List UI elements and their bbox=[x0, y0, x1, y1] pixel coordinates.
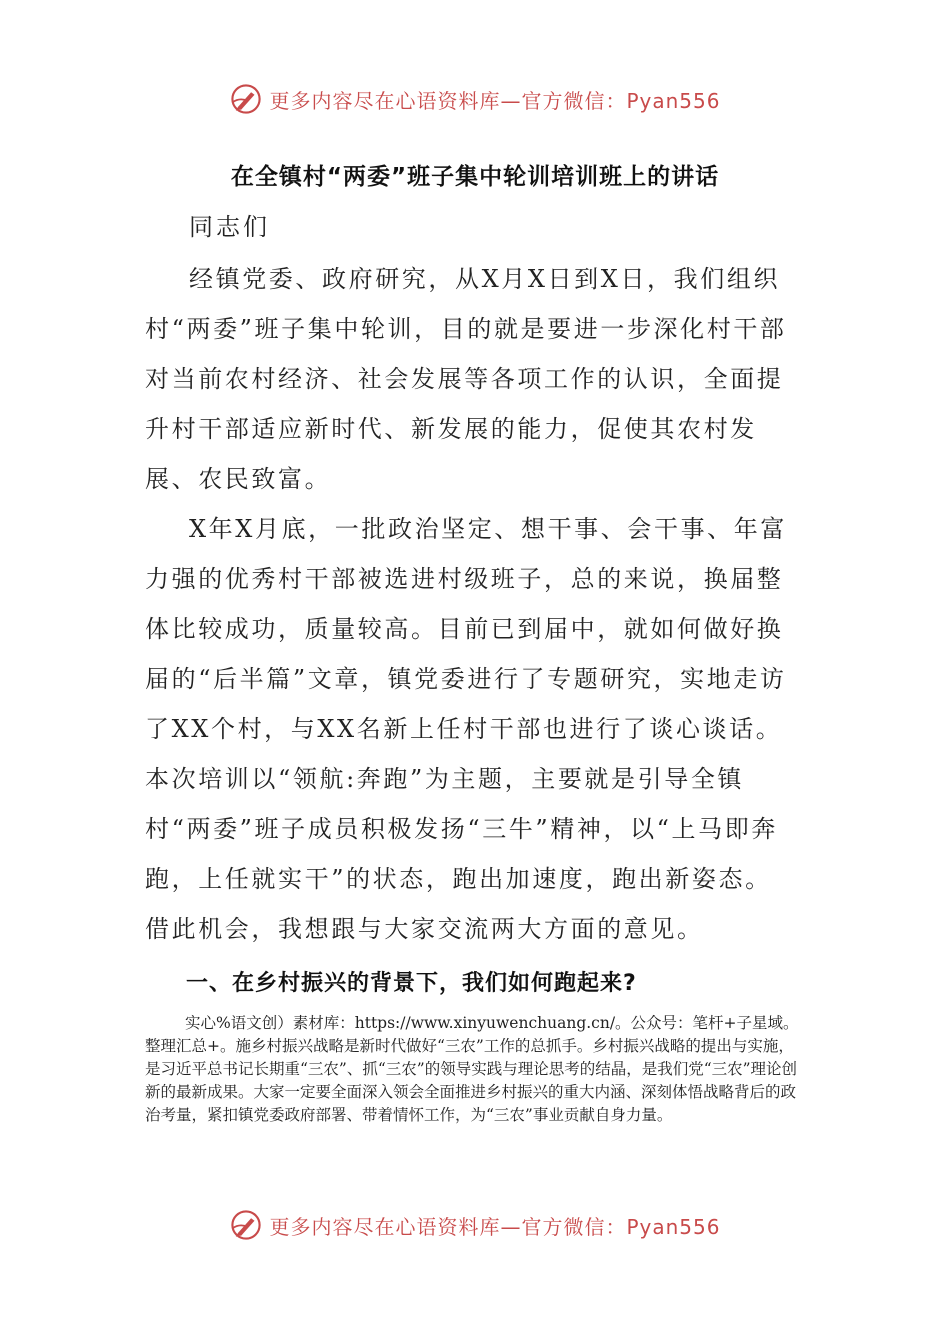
salutation: 同志们 bbox=[189, 213, 270, 241]
paragraph: 经镇党委、政府研究，从X月X日到X日，我们组织村“两委”班子集中轮训，目的就是要进一步深化村干部对当前农村经济、社会发展等各项工作的认识，全面提升村干部适应新时代、新发展的能力，促使其农村发展、农民致富。 bbox=[145, 265, 787, 493]
banner-text: 更多内容尽在心语资料库—官方微信：Pyan556 bbox=[269, 88, 721, 113]
paragraph: X年X月底，一批政治坚定、想干事、会干事、年富力强的优秀村干部被选进村级班子，总的来说，换届整体比较成功，质量较高。目前已到届中，就如何做好换届的“后半篇”文章，镇党委进行了专题研究，实地走访了XX个村，与XX名新上任村干部也进行了谈心谈话。本次培训以“领航:奔跑”为主题，主要就是引导全镇村“两委”班子成员积极发扬“三牛”精神，以“上马即奔跑，上任就实干”的状态，跑出加速度，跑出新姿态。借此机会，我想跟与大家交流两大方面的意见。 bbox=[145, 515, 787, 943]
section-heading: 一、在乡村振兴的背景下，我们如何跑起来? bbox=[186, 971, 637, 996]
pen-logo-icon bbox=[229, 1208, 263, 1242]
footer-watermark-banner bbox=[0, 1208, 950, 1242]
pen-logo-icon bbox=[229, 82, 263, 116]
document-title: 在全镇村“两委”班子集中轮训培训班上的讲话 bbox=[230, 164, 720, 190]
header-watermark-banner bbox=[0, 82, 950, 116]
section-paragraph: 实心%语文创）素材库：https://www.xinyuwenchuang.cn/。公众号：笔杆+子星域。整理汇总+。施乡村振兴战略是新时代做好“三农”工作的总抓手。乡村振兴战略的提出与实施，是习近平总书记长期重“三农”、抓“三农”的领导实践与理论思考的结晶，是我们党“三农”理论创新的最新成果。大家一定要全面深入领会全面推进乡村振兴的重大内涵、深刻体悟战略背后的政治考量，紧扣镇党委政府部署、带着情怀工作，为“三农”事业贡献自身力量。 bbox=[145, 1014, 799, 1124]
section-paragraph-block bbox=[145, 1012, 805, 1127]
banner-text: 更多内容尽在心语资料库—官方微信：Pyan556 bbox=[269, 1214, 721, 1239]
body-paragraphs bbox=[145, 254, 795, 954]
